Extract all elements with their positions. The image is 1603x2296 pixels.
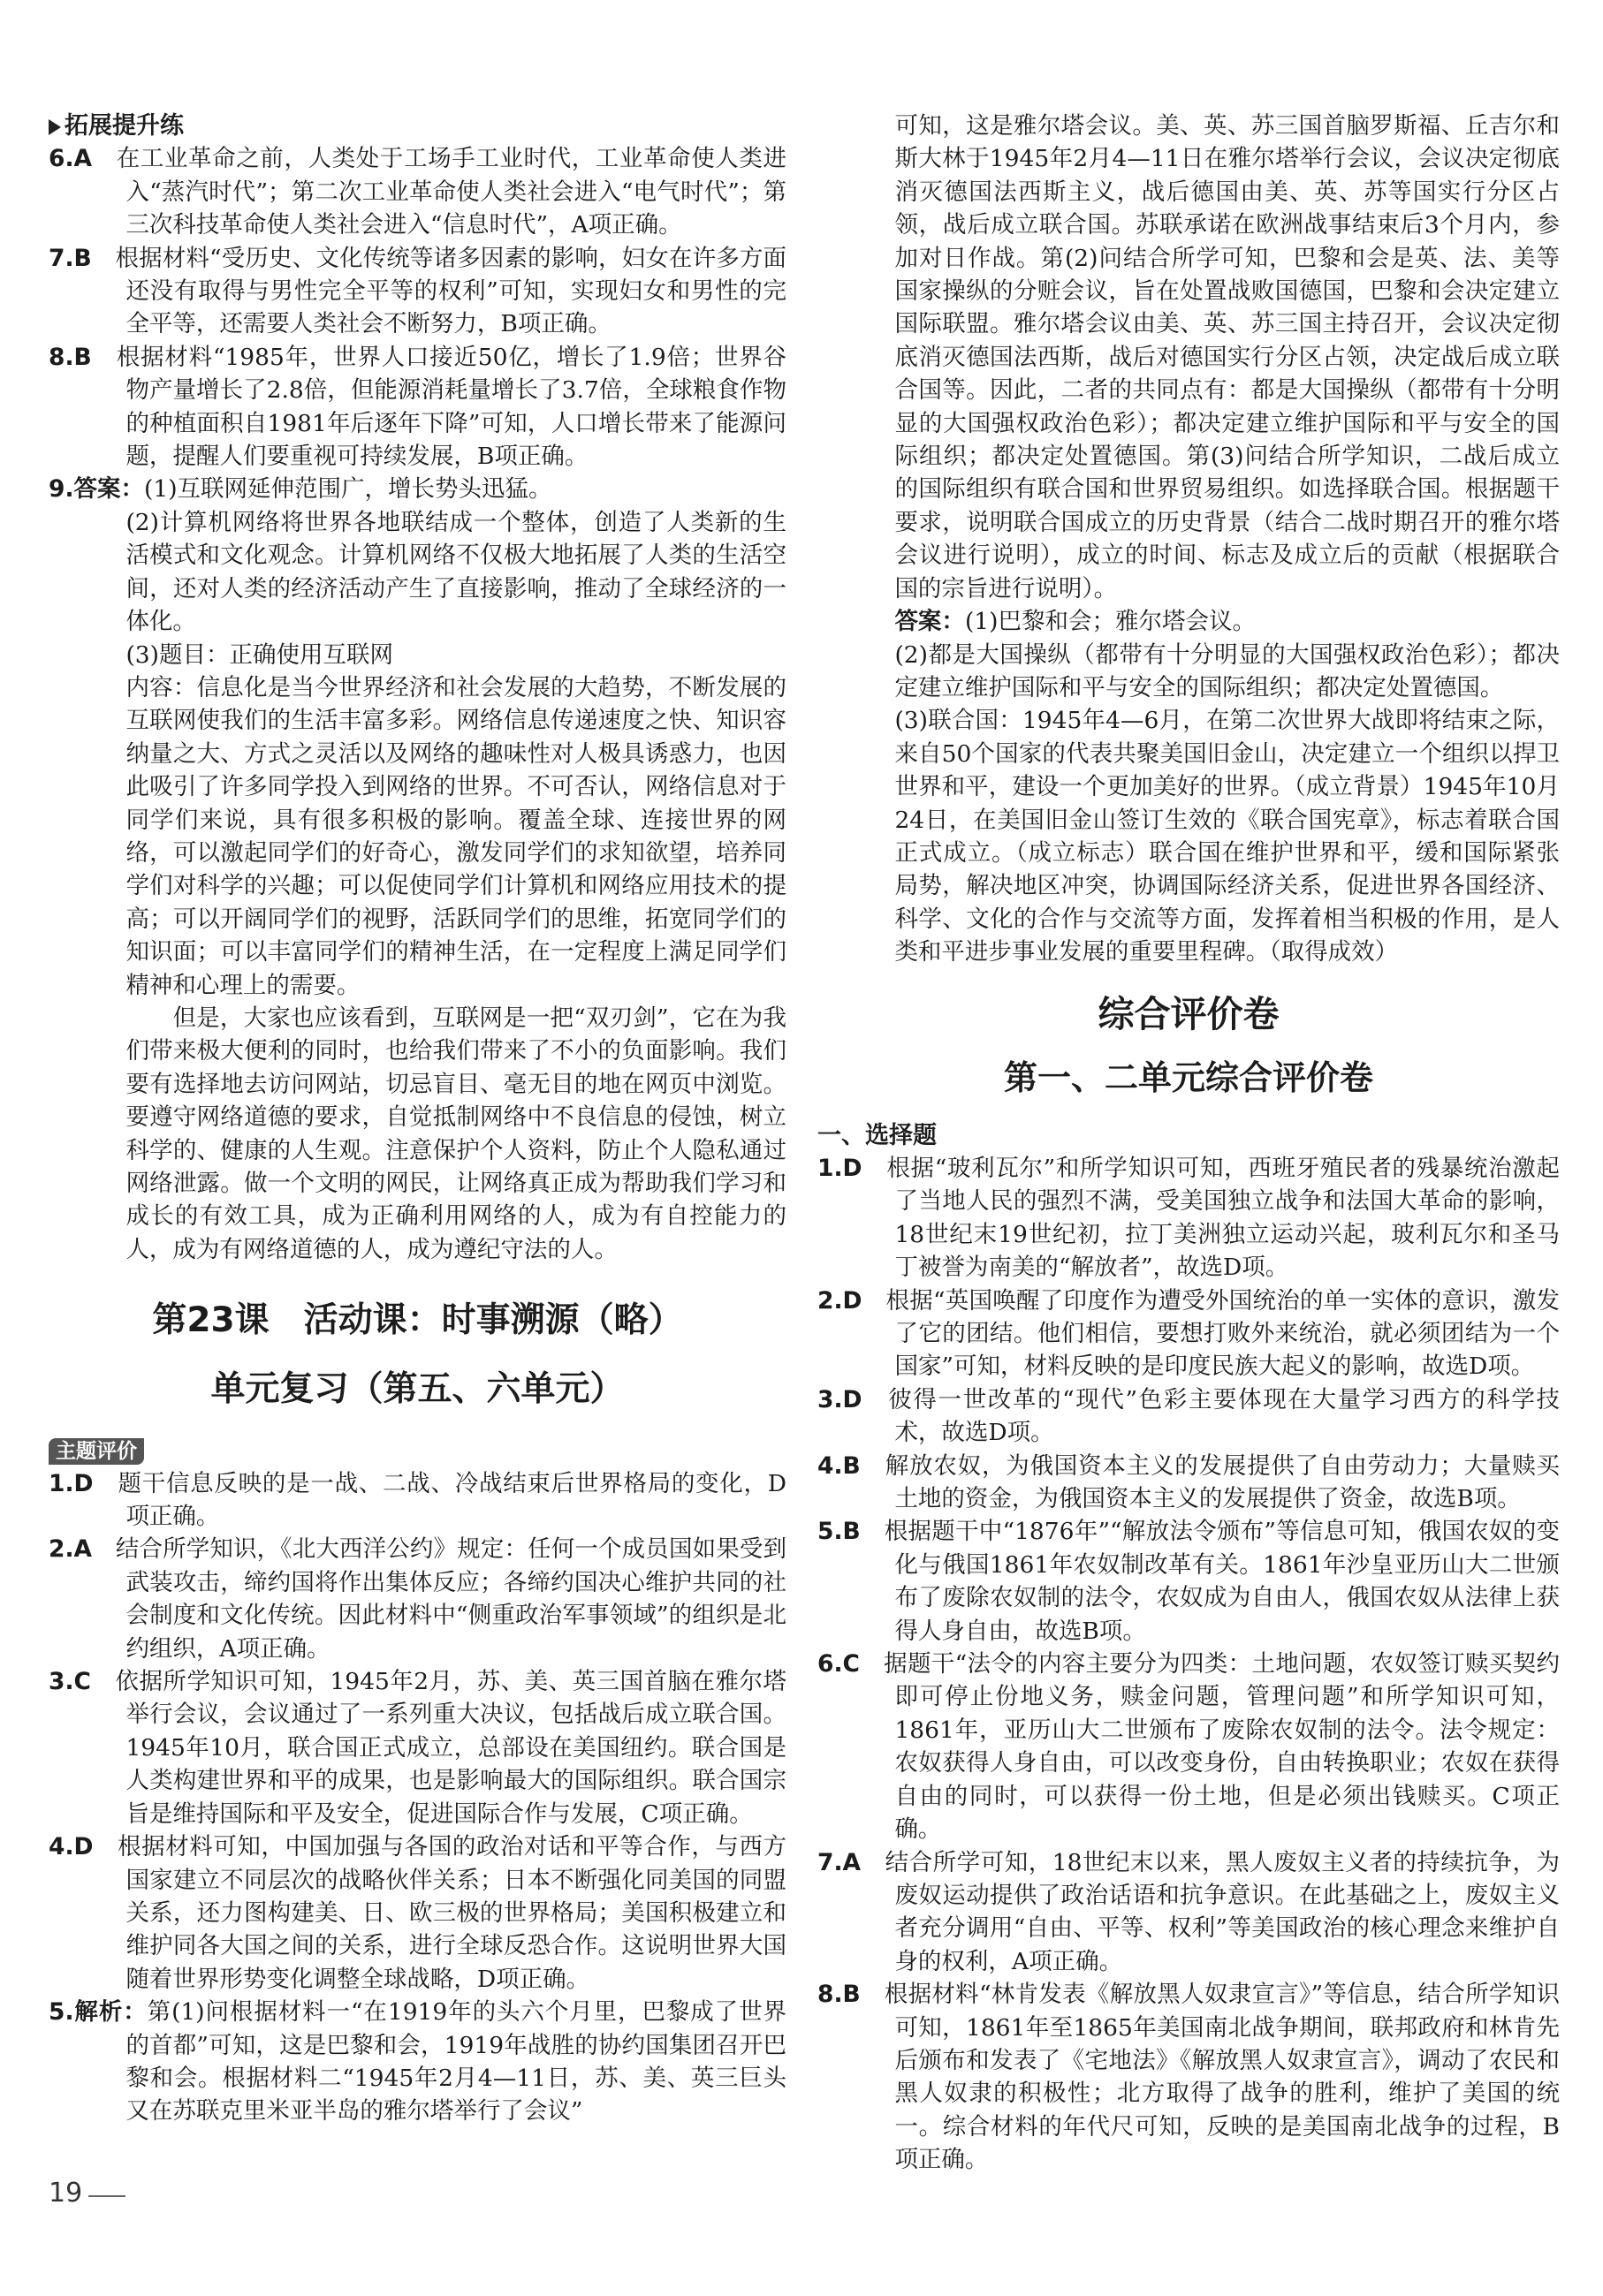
answer-paragraph: (3)联合国：1945年4—6月，在第二次世界大战即将结束之际，来自50个国家的代表共聚美国旧金山，决定建立一个组织以捍卫世界和平，建设一个更加美好的世界。（成立背景）1945年10月24日，在美国旧金山签订生效的《联合国宪章》，标志着联合国正式成立。（成立标志）联合国在维护世界和平，缓和国际紧张局势，解决地区冲突，协调国际经济关系，促进世界各国经济、科学、文化的合作与交流等方面，发挥着相当积极的作用，是人类和平进步事业发展的重要里程碑。（取得成效） xyxy=(894,707,1560,966)
answer-item: 8.B 根据材料“林肯发表《解放黑人奴隶宣言》”等信息，结合所学知识可知，1861年至1865年美国南北战争期间，联邦政府和林肯先后颁布和发表了《宅地法》《解放黑人奴隶宣言》，调动了农民和黑人奴隶的积极性；北方取得了战争的胜利，维护了美国的统一。综合材料的年代尺可知，反映的是美国南北战争的过程，B项正确。 xyxy=(817,1981,1560,2174)
answer-item: 1.D 题干信息反映的是一战、二战、冷战结束后世界格局的变化，D项正确。 xyxy=(49,1469,787,1531)
answer-item: 5.解析：第(1)问根据材料一“在1919年的头六个月里，巴黎成了世界的首都”可知，这是巴黎和会，1919年战胜的协约国集团召开巴黎和会。根据材料二“1945年2月4—11日，苏、美、英三巨头又在苏联克里米亚半岛的雅尔塔举行了会议” xyxy=(49,1998,786,2126)
theme-evaluation-badge: 主题评价 xyxy=(49,1438,144,1465)
answer-item: 7.B 根据材料“受历史、文化传统等诸多因素的影响，妇女在许多方面还没有取得与男性完全平等的权利”可知，实现妇女和男性的完全平等，还需要人类社会不断努力，B项正确。 xyxy=(49,244,786,338)
answer-item: 2.D 根据“英国唤醒了印度作为遭受外国统治的单一实体的意识，激发了它的团结。他们相信，要想打败外来统治，就必须团结为一个国家”可知，材料反映的是印度民族大起义的影响，故选D项。 xyxy=(817,1286,1560,1381)
page-number: 19 xyxy=(49,2178,83,2209)
answer-item: 9.答案：(1)互联网延伸范围广，增长势头迅猛。 xyxy=(49,475,552,504)
answer-paragraph: 但是，大家也应该看到，互联网是一把“双刃剑”，它在为我们带来极大便利的同时，也给我们带来了不小的负面影响。我们要有选择地去访问网站，切忌盲目、毫无目的地在网页中浏览。要遵守网络道德的要求，自觉抵制网络中不良信息的侵蚀，树立科学的、健康的人生观。注意保护个人资料，防止个人隐私通过网络泄露。做一个文明的网民，让网络真正成为帮助我们学习和成长的有效工具，成为正确利用网络的人，成为有自控能力的人，成为有网络道德的人，成为遵纪守法的人。 xyxy=(125,1004,786,1263)
unit-review-title: 单元复习（第五、六单元） xyxy=(210,1369,625,1410)
unit-evaluation-title: 第一、二单元综合评价卷 xyxy=(1003,1057,1373,1097)
answer-item: 6.C 据题干“法令的内容主要分为四类：土地问题，农奴签订赎买契约即可停止份地义务，赎金问题，管理问题”和所学知识可知，1861年，亚历山大二世颁布了废除农奴制的法令。法令规定：农奴获得人身自由，可以改变身份，自由转换职业；农奴在获得自由的同时，可以获得一份土地，但是必须出钱赎买。C项正确。 xyxy=(817,1650,1560,1844)
lesson-title: 第23课 活动课：时事溯源（略） xyxy=(152,1300,683,1341)
left-column xyxy=(49,110,786,2128)
multiple-choice-heading: 一、选择题 xyxy=(817,1121,937,1149)
right-column xyxy=(817,110,1560,2177)
answer-item: 8.B 根据材料“1985年，世界人口接近50亿，增长了1.9倍；世界谷物产量增长了2.8倍，但能源消耗量增长了3.7倍，全球粮食作物的种植面积自1981年后逐年下降”可知，人口增长带来了能源问题，提醒人们要重视可持续发展，B项正确。 xyxy=(49,343,787,471)
footer-rule xyxy=(88,2195,125,2197)
answer-item: 4.B 解放农奴，为俄国资本主义的发展提供了自由劳动力；大量赎买土地的资金，为俄国资本主义的发展提供了资金，故选B项。 xyxy=(817,1451,1561,1513)
answer-item: 7.A 结合所学可知，18世纪末以来，黑人废奴主义者的持续抗争，为废奴运动提供了政治话语和抗争意识。在此基础之上，废奴主义者充分调用“自由、平等、权利”等美国政治的核心理念来维护自身的权利，A项正确。 xyxy=(817,1848,1560,1975)
answer-paragraph: (2)计算机网络将世界各地联结成一个整体，创造了人类新的生活模式和文化观念。计算机网络不仅极大地拓展了人类的生活空间，还对人类的经济活动产生了直接影响，推动了全球经济的一体化。 xyxy=(125,508,786,636)
section-title-extension: 拓展提升练 xyxy=(49,110,786,142)
answer-paragraph: 可知，这是雅尔塔会议。美、英、苏三国首脑罗斯福、丘吉尔和斯大林于1945年2月4—11日在雅尔塔举行会议，会议决定彻底消灭德国法西斯主义，战后德国由美、英、苏等国实行分区占领，战后成立联合国。苏联承诺在欧洲战事结束后3个月内，参加对日作战。第(2)问结合所学可知，巴黎和会是英、法、美等国家操纵的分赃会议，旨在处置战败国德国，巴黎和会决定建立国际联盟。雅尔塔会议由美、英、苏三国主持召开，会议决定彻底消灭德国法西斯，战后对德国实行分区占领，决定战后成立联合国等。因此，二者的共同点有：都是大国操纵（都带有十分明显的大国强权政治色彩）；都决定建立维护国际和平与安全的国际组织；都决定处置德国。第(3)问结合所学知识，二战后成立的国际组织有联合国和世界贸易组织。如选择联合国。根据题干要求，说明联合国成立的历史背景（结合二战时期召开的雅尔塔会议进行说明），成立的时间、标志及成立后的贡献（根据联合国的宗旨进行说明）。 xyxy=(894,112,1560,602)
answer-paragraph: (3)题目：正确使用互联网 xyxy=(125,640,393,669)
answer-paragraph: 答案：(1)巴黎和会；雅尔塔会议。 xyxy=(894,608,1256,636)
answer-item: 3.C 依据所学知识可知，1945年2月，苏、美、英三国首脑在雅尔塔举行会议，会议通过了一系列重大决议，包括战后成立联合国。1945年10月，联合国正式成立，总部设在美国纽约。联合国是人类构建世界和平的成果，也是影响最大的国际组织。联合国宗旨是维持国际和平及安全，促进国际合作与发展，C项正确。 xyxy=(49,1668,786,1828)
answer-item: 2.A 结合所学知识，《北大西洋公约》规定：任何一个成员国如果受到武装攻击，缔约国将作出集体反应；各缔约国决心维护共同的社会制度和文化传统。因此材料中“侧重政治军事领域”的组织是北约组织，A项正确。 xyxy=(49,1535,787,1663)
answer-paragraph: 内容：信息化是当今世界经济和社会发展的大趋势，不断发展的互联网使我们的生活丰富多彩。网络信息传递速度之快、知识容纳量之大、方式之灵活以及网络的趣味性对人极具诱惑力，也因此吸引了许多同学投入到网络的世界。不可否认，网络信息对于同学们来说，具有很多积极的影响。覆盖全球、连接世界的网络，可以激起同学们的好奇心，激发同学们的求知欲望，培养同学们对科学的兴趣；可以促使同学们计算机和网络应用技术的提高；可以开阔同学们的视野，活跃同学们的思维，拓宽同学们的知识面；可以丰富同学们的精神生活，在一定程度上满足同学们精神和心理上的需要。 xyxy=(125,673,786,999)
answer-item: 1.D 根据“玻利瓦尔”和所学知识可知，西班牙殖民者的残暴统治激起了当地人民的强烈不满，受美国独立战争和法国大革命的影响，18世纪末19世纪初，拉丁美洲独立运动兴起，玻利瓦尔和圣马丁被誉为南美的“解放者”，故选D项。 xyxy=(817,1154,1560,1282)
answer-item: 5.B 根据题干中“1876年”“解放法令颁布”等信息可知，俄国农奴的变化与俄国1861年农奴制改革有关。1861年沙皇亚历山大二世颁布了废除农奴制的法令，农奴成为自由人，俄国农奴从法律上获得人身自由，故选B项。 xyxy=(817,1518,1560,1645)
answer-item: 3.D 彼得一世改革的“现代”色彩主要体现在大量学习西方的科学技术，故选D项。 xyxy=(817,1385,1560,1447)
triangle-bullet-icon xyxy=(49,119,61,135)
answer-item: 4.D 根据材料可知，中国加强与各国的政治对话和平等合作，与西方国家建立不同层次的战略伙伴关系；日本不断强化同美国的同盟关系，还力图构建美、日、欧三极的世界格局；美国积极建立和维护同各大国之间的关系，进行全球反恐合作。这说明世界大国随着世界形势变化调整全球战略，D项正确。 xyxy=(49,1833,787,1993)
comprehensive-evaluation-title: 综合评价卷 xyxy=(1098,992,1280,1035)
answer-item: 6.A 在工业革命之前，人类处于工场手工业时代，工业革命使人类进入“蒸汽时代”；第二次工业革命使人类社会进入“电气时代”；第三次科技革命使人类社会进入“信息时代”，A项正确。 xyxy=(49,145,787,239)
answer-paragraph: (2)都是大国操纵（都带有十分明显的大国强权政治色彩）；都决定建立维护国际和平与安全的国际组织；都决定处置德国。 xyxy=(894,640,1560,701)
